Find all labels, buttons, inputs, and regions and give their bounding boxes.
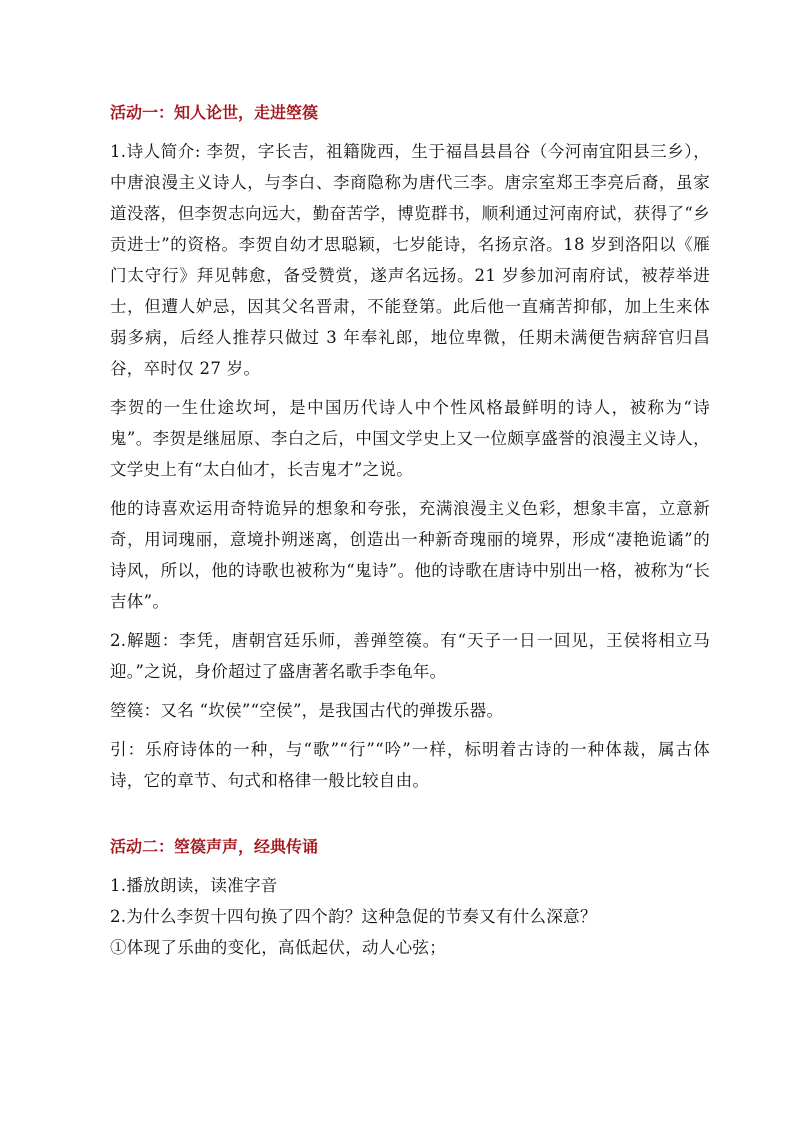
paragraph-text: 引：乐府诗体的一种，与“歌”“行”“吟”一样，标明着古诗的一种体裁，属古体诗，它的章节、句式和格律一般比较自由。 — [110, 740, 710, 790]
paragraph-text: 1.播放朗读，读准字音 — [110, 876, 278, 895]
paragraph-rhyme-question — [110, 901, 710, 932]
paragraph-text: 箜篌：又名 “坎侯”“空侯”，是我国古代的弹拨乐器。 — [110, 701, 504, 720]
spacer — [110, 485, 710, 493]
paragraph-poet-style — [110, 493, 710, 617]
section-heading-activity-1: 活动一：知人论世，走进箜篌 — [110, 103, 319, 122]
spacer — [110, 128, 710, 136]
paragraph-answer-1 — [110, 932, 710, 963]
spacer — [110, 687, 710, 695]
spacer — [110, 726, 710, 734]
spacer — [110, 862, 710, 870]
paragraph-poet-intro — [110, 136, 710, 384]
document-page — [110, 98, 710, 963]
paragraph-text: 李贺的一生仕途坎坷，是中国历代诗人中个性风格最鲜明的诗人，被称为“诗鬼”。李贺是继屈原、李白之后，中国文学史上又一位颇享盛誉的浪漫主义诗人，文学史上有“太白仙才，长吉鬼才”之说。 — [110, 398, 710, 479]
paragraph-text: 2.为什么李贺十四句换了四个韵？这种急促的节奏又有什么深意？ — [110, 907, 597, 926]
section-heading-activity-2: 活动二：箜篌声声，经典传诵 — [110, 837, 319, 856]
paragraph-text: 1.诗人简介: 李贺，字长吉，祖籍陇西，生于福昌县昌谷（今河南宜阳县三乡），中唐浪漫主义诗人，与李白、李商隐称为唐代三李。唐宗室郑王李亮后裔，虽家道没落，但李贺志向远大，勤奋苦学，博览群书，顺利通过河南府试，获得了“乡贡进士”的资格。李贺自幼才思聪颖，七岁能诗，名扬京洛。18 岁到洛阳以《雁门太守行》拜见韩愈，备受赞赏，遂声名远扬。21 岁参加河南府试，被荐举进士，但遭人妒忌，因其父名晋肃，不能登第。此后他一直痛苦抑郁，加上生来体弱多病，后经人推荐只做过 3 年奉礼郎，地位卑微，任期未满便告病辞官归昌谷，卒时仅 27 岁。 — [110, 142, 710, 378]
spacer — [110, 384, 710, 392]
paragraph-listen-read — [110, 870, 710, 901]
paragraph-poet-career — [110, 392, 710, 485]
paragraph-text: 他的诗喜欢运用奇特诡异的想象和夸张，充满浪漫主义色彩，想象丰富，立意新奇，用词瑰丽，意境扑朔迷离，创造出一种新奇瑰丽的境界，形成“凄艳诡谲”的诗风，所以，他的诗歌也被称为“鬼诗”。他的诗歌在唐诗中别出一格，被称为“长吉体”。 — [110, 499, 710, 611]
paragraph-text: ①体现了乐曲的变化，高低起伏，动人心弦； — [110, 938, 446, 957]
paragraph-konghou-definition — [110, 695, 710, 726]
paragraph-text: 2.解题：李凭，唐朝宫廷乐师，善弹箜篌。有“天子一日一回见，王侯将相立马迎。”之说，身价超过了盛唐著名歌手李龟年。 — [110, 631, 710, 681]
spacer — [110, 617, 710, 625]
paragraph-yin-definition — [110, 734, 710, 796]
paragraph-title-explanation — [110, 625, 710, 687]
spacer — [110, 796, 710, 832]
